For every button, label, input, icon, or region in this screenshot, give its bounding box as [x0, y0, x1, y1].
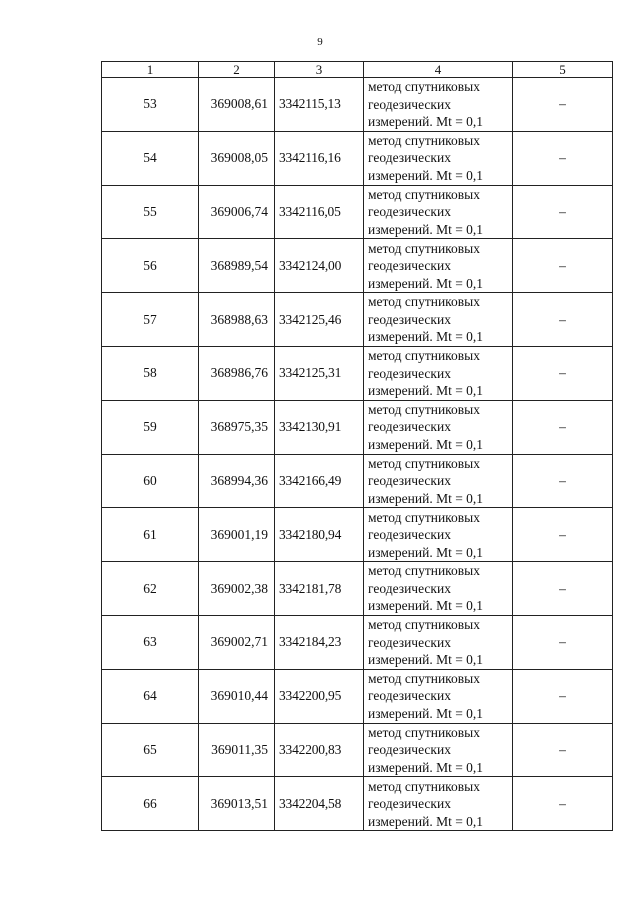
note-cell: – — [513, 239, 613, 293]
table-row — [102, 78, 613, 132]
coordinate-x-cell: 369010,44 — [199, 669, 275, 723]
coordinate-x-cell: 369013,51 — [199, 777, 275, 831]
coordinate-y-cell: 3342200,95 — [275, 669, 364, 723]
method-cell: метод спутниковых геодезических измерений. Mt = 0,1 — [364, 562, 513, 616]
coordinate-x-cell: 369006,74 — [199, 185, 275, 239]
table-row — [102, 400, 613, 454]
coordinate-y-cell: 3342184,23 — [275, 615, 364, 669]
method-cell: метод спутниковых геодезических измерений. Mt = 0,1 — [364, 777, 513, 831]
coordinate-y-cell: 3342124,00 — [275, 239, 364, 293]
table-header — [102, 62, 613, 78]
table-row — [102, 777, 613, 831]
note-cell: – — [513, 346, 613, 400]
point-number-cell: 53 — [102, 78, 199, 132]
method-cell: метод спутниковых геодезических измерений. Mt = 0,1 — [364, 239, 513, 293]
coordinates-table — [101, 61, 613, 831]
coordinate-y-cell: 3342115,13 — [275, 78, 364, 132]
method-cell: метод спутниковых геодезических измерений. Mt = 0,1 — [364, 615, 513, 669]
table-row — [102, 131, 613, 185]
page-number: 9 — [317, 36, 323, 48]
table-row — [102, 508, 613, 562]
coordinate-y-cell: 3342180,94 — [275, 508, 364, 562]
coordinate-x-cell: 368989,54 — [199, 239, 275, 293]
point-number-cell: 60 — [102, 454, 199, 508]
coordinate-y-cell: 3342166,49 — [275, 454, 364, 508]
header-col-3: 3 — [275, 62, 364, 78]
table-row — [102, 669, 613, 723]
table-row — [102, 723, 613, 777]
coordinate-x-cell: 369008,61 — [199, 78, 275, 132]
note-cell: – — [513, 400, 613, 454]
coordinate-x-cell: 369002,71 — [199, 615, 275, 669]
point-number-cell: 65 — [102, 723, 199, 777]
point-number-cell: 54 — [102, 131, 199, 185]
coordinate-y-cell: 3342125,46 — [275, 293, 364, 347]
point-number-cell: 59 — [102, 400, 199, 454]
coordinate-y-cell: 3342130,91 — [275, 400, 364, 454]
method-cell: метод спутниковых геодезических измерений. Mt = 0,1 — [364, 346, 513, 400]
note-cell: – — [513, 78, 613, 132]
table-row — [102, 562, 613, 616]
coordinate-y-cell: 3342116,16 — [275, 131, 364, 185]
coordinate-x-cell: 368975,35 — [199, 400, 275, 454]
point-number-cell: 66 — [102, 777, 199, 831]
table-row — [102, 293, 613, 347]
method-cell: метод спутниковых геодезических измерений. Mt = 0,1 — [364, 508, 513, 562]
coordinate-y-cell: 3342125,31 — [275, 346, 364, 400]
coordinate-y-cell: 3342204,58 — [275, 777, 364, 831]
header-col-5: 5 — [513, 62, 613, 78]
header-col-1: 1 — [102, 62, 199, 78]
note-cell: – — [513, 454, 613, 508]
table-body — [102, 78, 613, 831]
coordinate-y-cell: 3342181,78 — [275, 562, 364, 616]
point-number-cell: 55 — [102, 185, 199, 239]
header-col-2: 2 — [199, 62, 275, 78]
table-row — [102, 185, 613, 239]
header-row — [102, 62, 613, 78]
note-cell: – — [513, 293, 613, 347]
point-number-cell: 57 — [102, 293, 199, 347]
coordinate-x-cell: 369008,05 — [199, 131, 275, 185]
point-number-cell: 63 — [102, 615, 199, 669]
table-row — [102, 346, 613, 400]
coordinate-x-cell: 369001,19 — [199, 508, 275, 562]
point-number-cell: 61 — [102, 508, 199, 562]
method-cell: метод спутниковых геодезических измерений. Mt = 0,1 — [364, 454, 513, 508]
note-cell: – — [513, 185, 613, 239]
note-cell: – — [513, 777, 613, 831]
table-row — [102, 615, 613, 669]
method-cell: метод спутниковых геодезических измерений. Mt = 0,1 — [364, 723, 513, 777]
point-number-cell: 62 — [102, 562, 199, 616]
note-cell: – — [513, 669, 613, 723]
note-cell: – — [513, 615, 613, 669]
coordinate-x-cell: 369011,35 — [199, 723, 275, 777]
coordinate-x-cell: 368988,63 — [199, 293, 275, 347]
header-col-4: 4 — [364, 62, 513, 78]
table-row — [102, 239, 613, 293]
method-cell: метод спутниковых геодезических измерений. Mt = 0,1 — [364, 293, 513, 347]
point-number-cell: 58 — [102, 346, 199, 400]
method-cell: метод спутниковых геодезических измерений. Mt = 0,1 — [364, 669, 513, 723]
method-cell: метод спутниковых геодезических измерений. Mt = 0,1 — [364, 185, 513, 239]
coordinate-x-cell: 368994,36 — [199, 454, 275, 508]
method-cell: метод спутниковых геодезических измерений. Mt = 0,1 — [364, 131, 513, 185]
note-cell: – — [513, 723, 613, 777]
coordinate-x-cell: 368986,76 — [199, 346, 275, 400]
note-cell: – — [513, 131, 613, 185]
point-number-cell: 64 — [102, 669, 199, 723]
table-row — [102, 454, 613, 508]
coordinate-y-cell: 3342116,05 — [275, 185, 364, 239]
note-cell: – — [513, 562, 613, 616]
method-cell: метод спутниковых геодезических измерений. Mt = 0,1 — [364, 400, 513, 454]
method-cell: метод спутниковых геодезических измерений. Mt = 0,1 — [364, 78, 513, 132]
coordinate-x-cell: 369002,38 — [199, 562, 275, 616]
note-cell: – — [513, 508, 613, 562]
point-number-cell: 56 — [102, 239, 199, 293]
coordinate-y-cell: 3342200,83 — [275, 723, 364, 777]
